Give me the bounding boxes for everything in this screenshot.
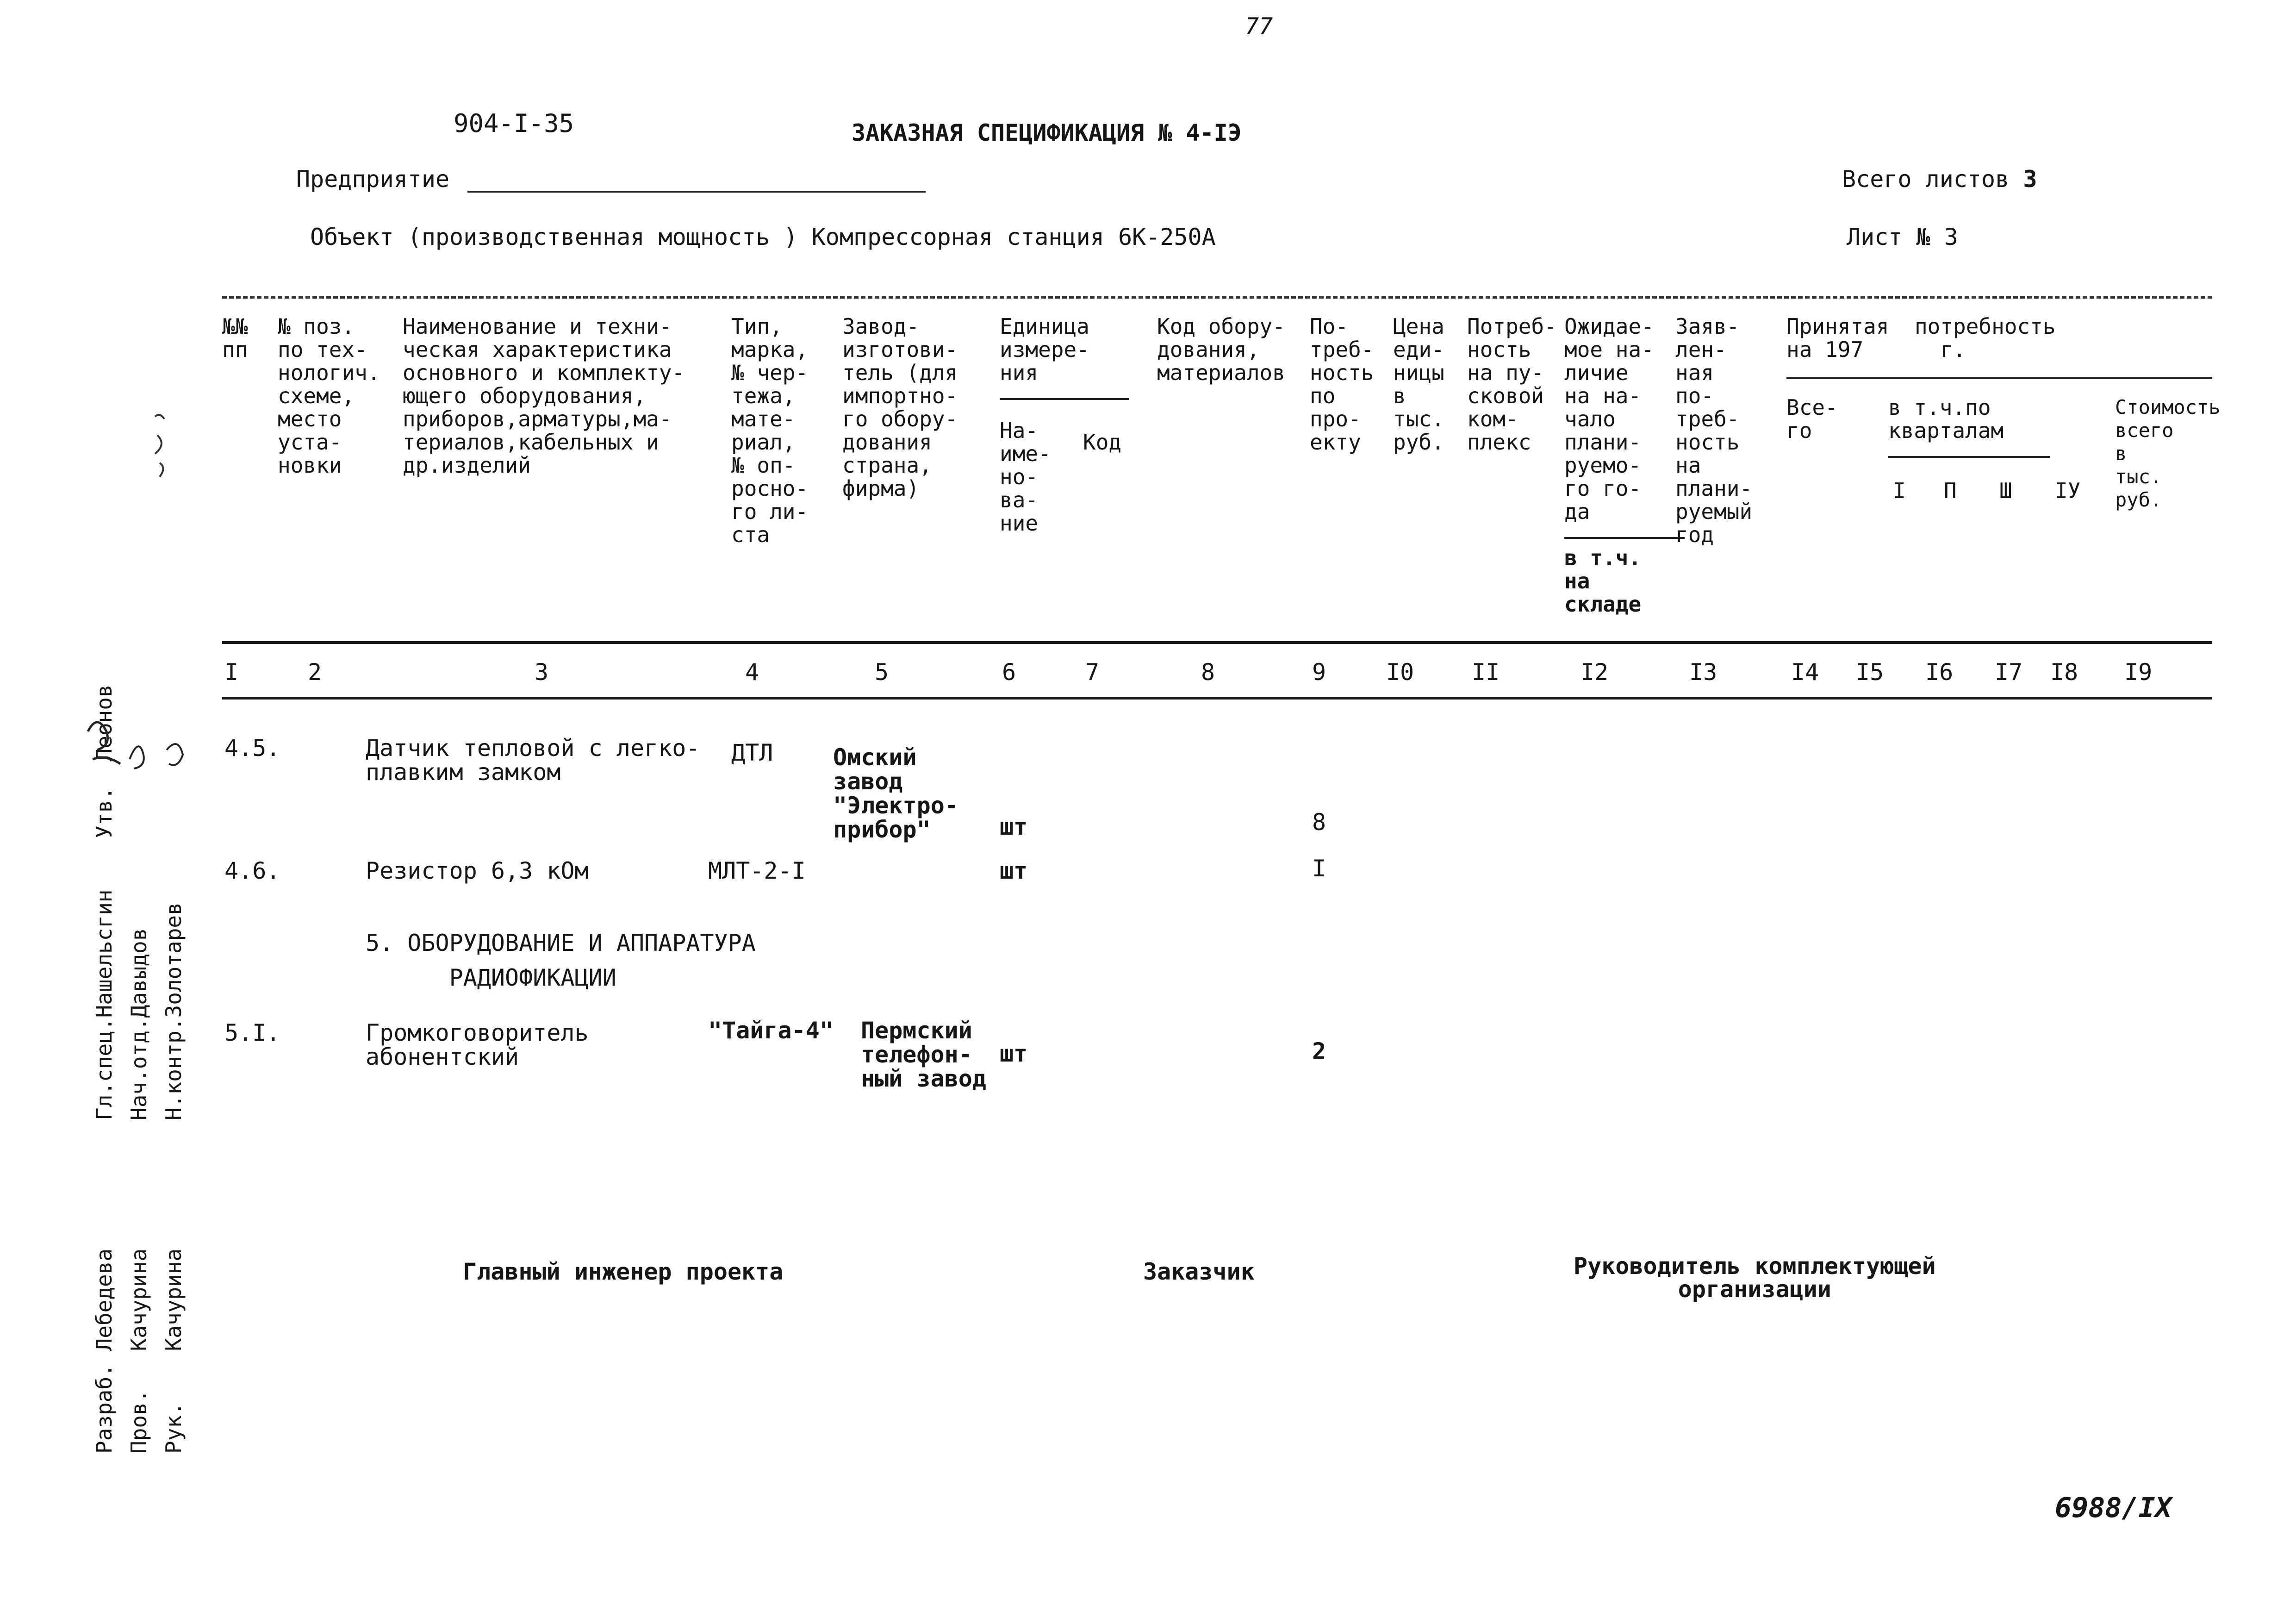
total-sheets-label [1842, 167, 2037, 192]
header-col10: Цена еди- ницы в тыс. руб. [1393, 314, 1444, 455]
header-col19: Стоимость всего в тыс. руб. [2115, 396, 2221, 511]
column-number: I3 [1689, 659, 1717, 686]
unit-divider [1000, 398, 1129, 400]
column-number: I6 [1925, 659, 1954, 686]
item-type: "Тайга-4" [708, 1017, 834, 1044]
column-number: I4 [1791, 659, 1819, 686]
item-type: МЛТ-2-I [708, 857, 806, 884]
header-col8: Код обору- дования, материалов [1157, 314, 1285, 385]
header-col14: Все- го [1786, 395, 1838, 443]
column-number: II [1472, 659, 1500, 686]
row-number: 4.6. [224, 857, 280, 884]
page-number: 77 [1245, 13, 1273, 40]
header-q1: I [1893, 478, 1906, 503]
chief-engineer-signature: Главный инженер проекта [463, 1258, 784, 1285]
header-q4: IУ [2055, 478, 2081, 503]
column-number: 9 [1312, 659, 1326, 686]
column-number: I [224, 659, 239, 686]
item-maker: Пермский телефон- ный завод [861, 1017, 986, 1092]
item-quantity: 2 [1312, 1038, 1326, 1065]
header-col9: По- треб- ность по про- екту [1310, 314, 1374, 455]
column-number: 5 [875, 659, 889, 686]
accepted-divider [1786, 377, 2212, 379]
section-heading: 5. ОБОРУДОВАНИЕ И АППАРАТУРА РАДИОФИКАЦИИ [366, 930, 756, 991]
item-name: Резистор 6,3 кОм [366, 857, 589, 884]
supplier-head-signature: Руководитель комплектующей организации [1574, 1253, 1936, 1303]
item-quantity: 8 [1312, 809, 1326, 836]
approval-line-2: Нач.отд.Давыдов [126, 928, 151, 1120]
customer-signature: Заказчик [1143, 1258, 1255, 1285]
total-sheets-value: 3 [2023, 166, 2037, 193]
item-unit: шт [1000, 1040, 1028, 1067]
column-number: 8 [1201, 659, 1215, 686]
author-line-2: Пров. Качурина [126, 1248, 151, 1454]
header-col1: №№ пп [222, 314, 248, 362]
header-q3: Ш [1999, 478, 2012, 503]
header-col13: Заяв- лен- ная по- треб- ность на плани- руемый год [1675, 314, 1753, 547]
author-line-1: Разраб. Лебедева [92, 1248, 117, 1454]
total-sheets-text: Всего листов [1842, 166, 2010, 193]
sheet-number: Лист № 3 [1847, 224, 1958, 250]
header-col6-group: Единица измере- ния [1000, 314, 1089, 385]
item-maker: Омский завод "Электро- прибор" [833, 744, 958, 843]
header-col6: На- име- но- ва- ние [1000, 418, 1051, 536]
row-number: 5.I. [224, 1019, 280, 1046]
approval-line-3: Н.контр.Золотарев [161, 902, 186, 1120]
header-quarters: в т.ч.по кварталам [1888, 395, 2004, 443]
item-unit: шт [1000, 857, 1028, 884]
document-code: 904-I-35 [454, 109, 574, 138]
object-line: Объект (производственная мощность ) Компрессорная станция 6К-250А [310, 224, 1216, 250]
quarters-divider [1888, 456, 2050, 458]
column-number: 4 [745, 659, 759, 686]
column-number: I8 [2050, 659, 2078, 686]
header-col12: Ожидае- мое на- личие на на- чало плани- руемо- го го- да [1564, 314, 1654, 524]
approval-line-1: Гл.спец.Нашельсгин Утв. Леонов [92, 684, 117, 1120]
header-bottom-rule [222, 641, 2212, 644]
header-col5: Завод- изготови- тель (для импортно- го обору- дования страна, фирма) [842, 314, 958, 501]
column-number: 3 [535, 659, 549, 686]
handwritten-signatures [60, 407, 199, 870]
item-unit: шт [1000, 813, 1028, 840]
header-col4: Тип, марка, № чер- тежа, мате- риал, № оп- росно- го ли- ста [731, 314, 809, 547]
header-col11: Потреб- ность на пу- сковой ком- плекс [1467, 314, 1557, 455]
header-col12-sub: в т.ч. на складе [1564, 545, 1642, 617]
column-number: I0 [1386, 659, 1414, 686]
item-type: ДТЛ [731, 739, 773, 766]
column-number: 2 [308, 659, 322, 686]
column-number: I7 [1995, 659, 2023, 686]
row-number: 4.5. [224, 735, 280, 762]
header-col3: Наименование и техни- ческая характеристика основного и комплекту- ющего оборудования, приборов,арматуры,ма- териалов,кабельных и др.изделий [403, 314, 685, 478]
table-top-rule [222, 296, 2212, 299]
column-number: I5 [1856, 659, 1884, 686]
column-numbers-bottom-rule [222, 697, 2212, 700]
header-col14-19-group: Принятая потребность на 197 г. [1786, 314, 2056, 362]
enterprise-label: Предприятие [296, 166, 450, 193]
item-name: Громкоговоритель абонентский [366, 1019, 589, 1070]
col12-divider [1564, 537, 1685, 539]
header-col2: № поз. по тех- нологич. схеме, место уста- новки [278, 314, 380, 478]
author-line-3: Рук. Качурина [161, 1248, 186, 1454]
enterprise-underline [467, 191, 926, 193]
column-number: I9 [2124, 659, 2153, 686]
column-number: 6 [1002, 659, 1016, 686]
header-q2: П [1944, 478, 1957, 503]
archive-stamp: 6988/IX [2055, 1492, 2172, 1524]
page-title: ЗАКАЗНАЯ СПЕЦИФИКАЦИЯ № 4-IЭ [852, 119, 1242, 146]
header-col7: Код [1083, 430, 1122, 455]
item-name: Датчик тепловой с легко- плавким замком [366, 735, 700, 786]
column-number: 7 [1085, 659, 1100, 686]
column-number: I2 [1580, 659, 1609, 686]
item-quantity: I [1312, 855, 1326, 882]
